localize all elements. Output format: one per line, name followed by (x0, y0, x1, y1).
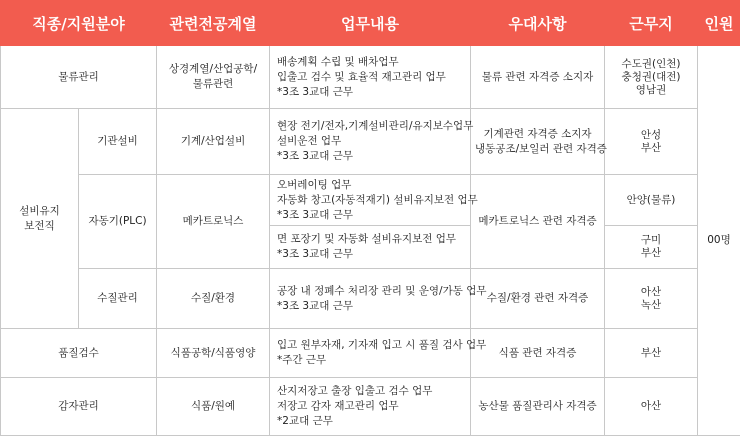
table-row-plc-a (1, 175, 740, 226)
location-potato: 아산 (605, 378, 698, 436)
major-line: 상경계열/산업공학/ (161, 62, 265, 77)
header-headcount: 인원 (698, 1, 740, 46)
duty-line: 산지저장고 출장 입출고 검수 업무 (277, 384, 466, 399)
duties-engine (270, 109, 471, 175)
location-engine (605, 109, 698, 175)
location-line: 부산 (609, 142, 693, 155)
duty-line: 배송계획 수립 및 배차업무 (277, 55, 466, 70)
major-line: 물류관련 (161, 77, 265, 92)
table-row-logistics (1, 46, 740, 109)
table-row-water (1, 269, 740, 329)
duties-quality (270, 329, 471, 378)
location-water (605, 269, 698, 329)
duty-line: 설비운전 업무 (277, 134, 466, 149)
duty-line: *2교대 근무 (277, 414, 466, 429)
preference-line: 냉동공조/보일러 관련 자격증 (475, 142, 600, 157)
duty-line: 저장고 감자 재고관리 업무 (277, 399, 466, 414)
preference-potato: 농산물 품질관리사 자격증 (471, 378, 605, 436)
duties-plc-b (270, 226, 471, 269)
location-line: 영남권 (609, 84, 693, 97)
duty-line: 면 포장기 및 자동화 설비유지보전 업무 (277, 232, 466, 247)
location-quality: 부산 (605, 329, 698, 378)
duty-line: 입고 원부자재, 기자재 입고 시 품질 검사 업무 (277, 338, 466, 353)
duty-line: 공장 내 정폐수 처리장 관리 및 운영/가동 업무 (277, 284, 466, 299)
location-line: 부산 (609, 247, 693, 260)
field-plc: 자동기(PLC) (79, 175, 157, 269)
header-related-major: 관련전공계열 (157, 1, 270, 46)
location-line: 수도권(인천) (609, 58, 693, 71)
field-engine: 기관설비 (79, 109, 157, 175)
preference-water: 수질/환경 관련 자격증 (471, 269, 605, 329)
header-duties: 업무내용 (270, 1, 471, 46)
table-header-row (1, 1, 740, 46)
preference-quality: 식품 관련 자격증 (471, 329, 605, 378)
table-row-quality (1, 329, 740, 378)
duty-line: *3조 3교대 근무 (277, 299, 466, 314)
preference-logistics: 물류 관련 자격증 소지자 (471, 46, 605, 109)
duties-logistics (270, 46, 471, 109)
duty-line: 자동화 창고(자동적재기) 설비유지보전 업무 (277, 193, 466, 208)
location-plc-b (605, 226, 698, 269)
duties-potato (270, 378, 471, 436)
header-preference: 우대사항 (471, 1, 605, 46)
group-line: 보전직 (5, 219, 74, 234)
major-water: 수질/환경 (157, 269, 270, 329)
location-line: 안성 (609, 129, 693, 142)
duty-line: *3조 3교대 근무 (277, 208, 466, 223)
duty-line: 입출고 검수 및 효율적 재고관리 업무 (277, 70, 466, 85)
location-line: 아산 (609, 286, 693, 299)
duties-water (270, 269, 471, 329)
group-line: 설비유지 (5, 204, 74, 219)
duty-line: *3조 3교대 근무 (277, 149, 466, 164)
table-row-potato (1, 378, 740, 436)
location-logistics (605, 46, 698, 109)
location-line: 충청권(대전) (609, 71, 693, 84)
major-plc: 메카트로닉스 (157, 175, 270, 269)
field-water: 수질관리 (79, 269, 157, 329)
duty-line: 현장 전기/전자,기계설비관리/유지보수업무 (277, 119, 466, 134)
table-row-engine (1, 109, 740, 175)
field-quality: 품질검수 (1, 329, 157, 378)
major-logistics (157, 46, 270, 109)
location-line: 구미 (609, 234, 693, 247)
location-plc-a: 안양(물류) (605, 175, 698, 226)
header-job-field: 직종/지원분야 (1, 1, 157, 46)
group-facility-maintenance (1, 109, 79, 329)
duty-line: *3조 3교대 근무 (277, 85, 466, 100)
duty-line: 오버레이팅 업무 (277, 178, 466, 193)
duties-plc-a (270, 175, 471, 226)
headcount: 00명 (698, 46, 740, 436)
location-line: 녹산 (609, 299, 693, 312)
header-location: 근무지 (605, 1, 698, 46)
preference-engine (471, 109, 605, 175)
major-quality: 식품공학/식품영양 (157, 329, 270, 378)
preference-line: 기계관련 자격증 소지자 (475, 127, 600, 142)
major-potato: 식품/원예 (157, 378, 270, 436)
duty-line: *주간 근무 (277, 353, 466, 368)
major-engine: 기계/산업설비 (157, 109, 270, 175)
duty-line: *3조 3교대 근무 (277, 247, 466, 262)
preference-plc: 메카트로닉스 관련 자격증 (471, 175, 605, 269)
field-logistics: 물류관리 (1, 46, 157, 109)
field-potato: 감자관리 (1, 378, 157, 436)
